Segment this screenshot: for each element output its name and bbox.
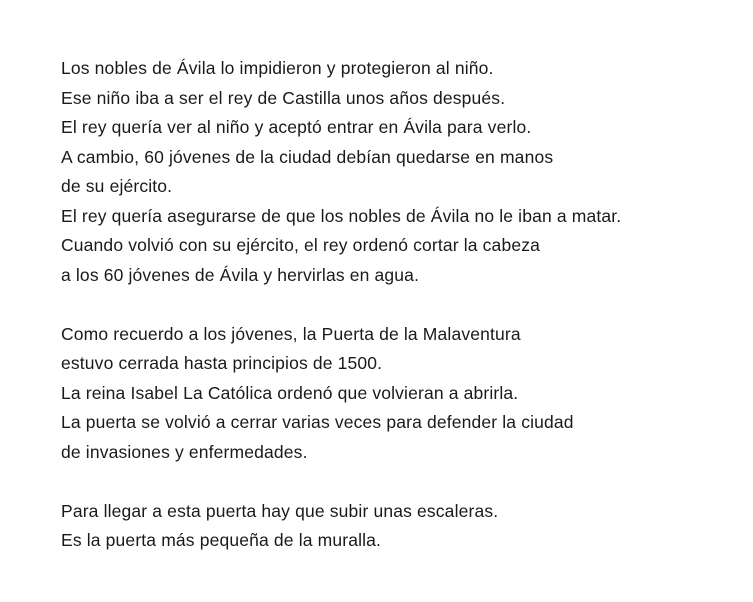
paragraph-access (61, 497, 741, 556)
text-line: El rey quería ver al niño y aceptó entrar en Ávila para verlo. (61, 117, 532, 137)
text-line: Como recuerdo a los jóvenes, la Puerta de la Malaventura (61, 323, 521, 344)
document-body (61, 54, 741, 556)
text-line: La reina Isabel La Católica ordenó que volvieran a abrirla. (61, 382, 519, 403)
text-line: Es la puerta más pequeña de la muralla. (61, 530, 382, 550)
text-line: Los nobles de Ávila lo impidieron y protegieron al niño. (61, 58, 494, 78)
text-line: Para llegar a esta puerta hay que subir unas escaleras. (61, 500, 499, 521)
text-line: Ese niño iba a ser el rey de Castilla unos años después. (61, 87, 506, 108)
paragraph-spacer (61, 290, 741, 320)
text-line: a los 60 jóvenes de Ávila y hervirlas en agua. (61, 264, 420, 285)
paragraph-memory (61, 320, 741, 468)
text-line: de invasiones y enfermedades. (61, 441, 308, 462)
text-line: de su ejército. (61, 176, 173, 196)
text-line: Cuando volvió con su ejército, el rey ordenó cortar la cabeza (61, 235, 540, 255)
text-line: La puerta se volvió a cerrar varias veces para defender la ciudad (61, 412, 574, 432)
text-line: A cambio, 60 jóvenes de la ciudad debían quedarse en manos (61, 146, 554, 167)
paragraph-history (61, 54, 741, 290)
paragraph-spacer (61, 467, 741, 497)
text-line: El rey quería asegurarse de que los nobles de Ávila no le iban a matar. (61, 205, 622, 226)
text-line: estuvo cerrada hasta principios de 1500. (61, 353, 383, 373)
